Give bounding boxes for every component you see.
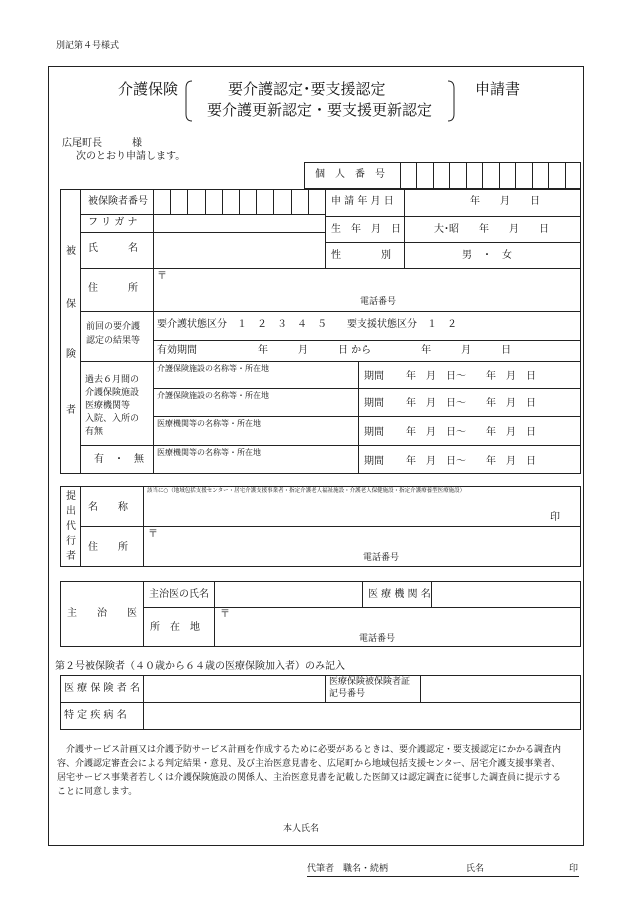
doctor-address-input[interactable] (232, 609, 576, 633)
personal-number-digit-7[interactable] (482, 162, 499, 189)
facility-period-label-2: 期間 (364, 398, 384, 409)
hospital-label-4: 入院、入所の (85, 414, 140, 424)
agent-address-label: 住 所 (88, 542, 128, 553)
insurance-cert-label-1: 医療保険被保険者証 (329, 677, 411, 687)
personal-number-digit-8[interactable] (499, 162, 516, 189)
facility-period-label-1: 期間 (364, 371, 384, 382)
name-label: 氏 名 (88, 243, 138, 254)
agent-char-4: 行 (66, 536, 76, 547)
medical-institution-input[interactable] (433, 583, 579, 605)
furigana-label: フ リ ガ ナ (88, 217, 138, 228)
signature-input[interactable] (325, 818, 575, 838)
proxy-seal: 印 (569, 864, 579, 874)
signature-label: 本人氏名 (283, 824, 320, 834)
insured-number-digit-2[interactable] (170, 189, 187, 214)
personal-number-digit-11[interactable] (548, 162, 565, 189)
addressee: 広尾町長 様 (62, 138, 142, 149)
doctor-name-label: 主治医の氏名 (149, 589, 209, 600)
insured-number-digit-1[interactable] (153, 189, 170, 214)
right-bracket (446, 80, 456, 122)
insurance-cert-number-input[interactable] (422, 677, 579, 700)
facility-period-label-4: 期間 (364, 456, 384, 467)
agent-address-input[interactable] (160, 528, 575, 550)
sex-value[interactable]: 男 ・ 女 (462, 250, 512, 261)
insured-char-1: 被 (66, 246, 76, 257)
agent-char-2: 出 (66, 506, 76, 517)
facility-period-value-1[interactable]: 年 月 日～ 年 月 日 (406, 371, 536, 382)
proxy-label: 代筆者 職名・続柄 (307, 864, 389, 874)
agent-char-3: 代 (66, 521, 76, 532)
presence-options[interactable]: 有 ・ 無 (94, 454, 144, 465)
type2-heading: 第２号被保険者（４０歳から６４歳の医療保険加入者）のみ記入 (55, 661, 345, 672)
insured-number-label: 被保険者番号 (88, 196, 148, 207)
insurance-cert-label-2: 記号番号 (329, 689, 366, 699)
personal-number-digit-10[interactable] (532, 162, 549, 189)
hospital-label-1: 過去６月間の (85, 375, 140, 385)
doctor-section-label: 主 治 医 (67, 608, 137, 619)
application-date-label: 申 請 年 月 日 (331, 196, 394, 207)
title-line1: 要介護認定･要支援認定 (228, 80, 386, 98)
facility-period-value-3[interactable]: 年 月 日～ 年 月 日 (406, 427, 536, 438)
insured-phone-label: 電話番号 (360, 297, 397, 307)
personal-number-digit-9[interactable] (515, 162, 532, 189)
proxy-name-label: 氏名 (466, 864, 485, 874)
insured-number-digit-5[interactable] (222, 189, 239, 214)
validity-label: 有効期間 (157, 345, 197, 356)
insured-address-input[interactable] (168, 270, 578, 296)
insured-char-2: 保 (66, 299, 76, 310)
agent-name-label: 名 称 (88, 502, 128, 513)
name-input[interactable] (154, 233, 324, 267)
agent-phone-label: 電話番号 (363, 553, 400, 563)
title-line2: 要介護更新認定・要支援更新認定 (207, 101, 433, 119)
insured-number-digit-9[interactable] (291, 189, 308, 214)
insured-char-3: 険 (66, 349, 76, 360)
care-level-options[interactable]: 要介護状態区分 １ ２ ３ ４ ５ 要支援状態区分 １ ２ (157, 319, 457, 330)
consent-line-4: ことに同意します。 (57, 787, 138, 797)
application-date-value[interactable]: 年 月 日 (470, 196, 540, 207)
agent-postal-mark: 〒 (148, 529, 158, 540)
facility-period-label-3: 期間 (364, 427, 384, 438)
personal-number-digit-5[interactable] (449, 162, 466, 189)
facility-period-value-4[interactable]: 年 月 日～ 年 月 日 (406, 456, 536, 467)
consent-line-1: 介護サービス計画又は介護予防サービス計画を作成するために必要があるときは、要介護認定・要支援認定にかかる調査内 (57, 745, 562, 755)
personal-number-digit-3[interactable] (416, 162, 433, 189)
personal-number-digit-1[interactable] (383, 162, 400, 189)
personal-number-digit-4[interactable] (433, 162, 450, 189)
insured-number-digit-4[interactable] (205, 189, 222, 214)
insured-number-digit-8[interactable] (273, 189, 290, 214)
doctor-name-input[interactable] (216, 583, 360, 605)
personal-number-digit-2[interactable] (400, 162, 417, 189)
facility-caption-3: 医療機関等の名称等・所在地 (157, 419, 261, 428)
proxy-input[interactable] (400, 862, 560, 875)
doctor-location-label: 所 在 地 (150, 622, 200, 633)
consent-line-3: 居宅サービス事業者若しくは介護保険施設の関係人、主治医意見書を記載した医師又は認定調査に従事した調査員に提示する (57, 773, 562, 783)
specific-disease-input[interactable] (145, 704, 579, 728)
agent-seal: 印 (550, 512, 560, 523)
insured-number-digit-6[interactable] (239, 189, 256, 214)
agent-char-1: 提 (66, 491, 76, 502)
left-bracket (184, 80, 194, 122)
insured-number-digit-7[interactable] (256, 189, 273, 214)
consent-line-2: 容、介護認定審査会による判定結果・意見、及び主治医意見書を、広尾町から地域包括支援センター、居宅介護支援事業者、 (57, 759, 561, 769)
previous-result-label-1: 前回の要介護 (86, 322, 141, 332)
agent-type-note[interactable]: 該当に○（地域包括支援センター・居宅介護支援事業者・指定介護老人福祉施設・介護老人保健施設・指定介護療養型医療施設） (147, 488, 466, 494)
insured-number-digit-10[interactable] (308, 189, 325, 214)
title-right: 申請書 (475, 80, 521, 98)
sex-label: 性 別 (331, 250, 391, 261)
form-id: 別記第４号様式 (56, 41, 120, 51)
proxy-signature-line (307, 876, 579, 877)
personal-number-digit-6[interactable] (466, 162, 483, 189)
furigana-input[interactable] (154, 215, 324, 231)
specific-disease-label: 特 定 疾 病 名 (64, 710, 127, 721)
personal-number-label: 個 人 番 号 (315, 169, 385, 180)
facility-caption-2: 介護保険施設の名称等・所在地 (157, 391, 269, 400)
facility-caption-4: 医療機関等の名称等・所在地 (157, 448, 261, 457)
birth-date-value[interactable]: 大･昭 年 月 日 (434, 224, 549, 235)
insurer-name-label: 医 療 保 険 者 名 (64, 683, 140, 694)
address-label: 住 所 (88, 283, 138, 294)
birth-date-label: 生 年 月 日 (331, 224, 401, 235)
facility-caption-1: 介護保険施設の名称等・所在地 (157, 364, 269, 373)
intro-text: 次のとおり申請します。 (76, 151, 186, 162)
facility-period-value-2[interactable]: 年 月 日～ 年 月 日 (406, 398, 536, 409)
hospital-label-3: 医療機関等 (85, 401, 131, 411)
agent-name-input[interactable] (145, 499, 545, 524)
agent-char-5: 者 (66, 551, 76, 562)
hospital-label-5: 有無 (85, 427, 104, 437)
insured-char-4: 者 (66, 405, 76, 416)
insurer-name-input[interactable] (145, 677, 323, 700)
hospital-label-2: 介護保険施設 (85, 388, 140, 398)
doctor-postal-mark: 〒 (220, 609, 230, 620)
title-left: 介護保険 (118, 80, 179, 98)
personal-number-digit-12[interactable] (565, 162, 582, 189)
medical-institution-label: 医 療 機 関 名 (368, 589, 431, 600)
insured-number-digit-3[interactable] (187, 189, 204, 214)
validity-value[interactable]: 年 月 日 から 年 月 日 (258, 345, 512, 356)
insured-postal-mark: 〒 (157, 271, 167, 282)
previous-result-label-2: 認定の結果等 (86, 336, 141, 346)
doctor-phone-label: 電話番号 (359, 634, 396, 644)
